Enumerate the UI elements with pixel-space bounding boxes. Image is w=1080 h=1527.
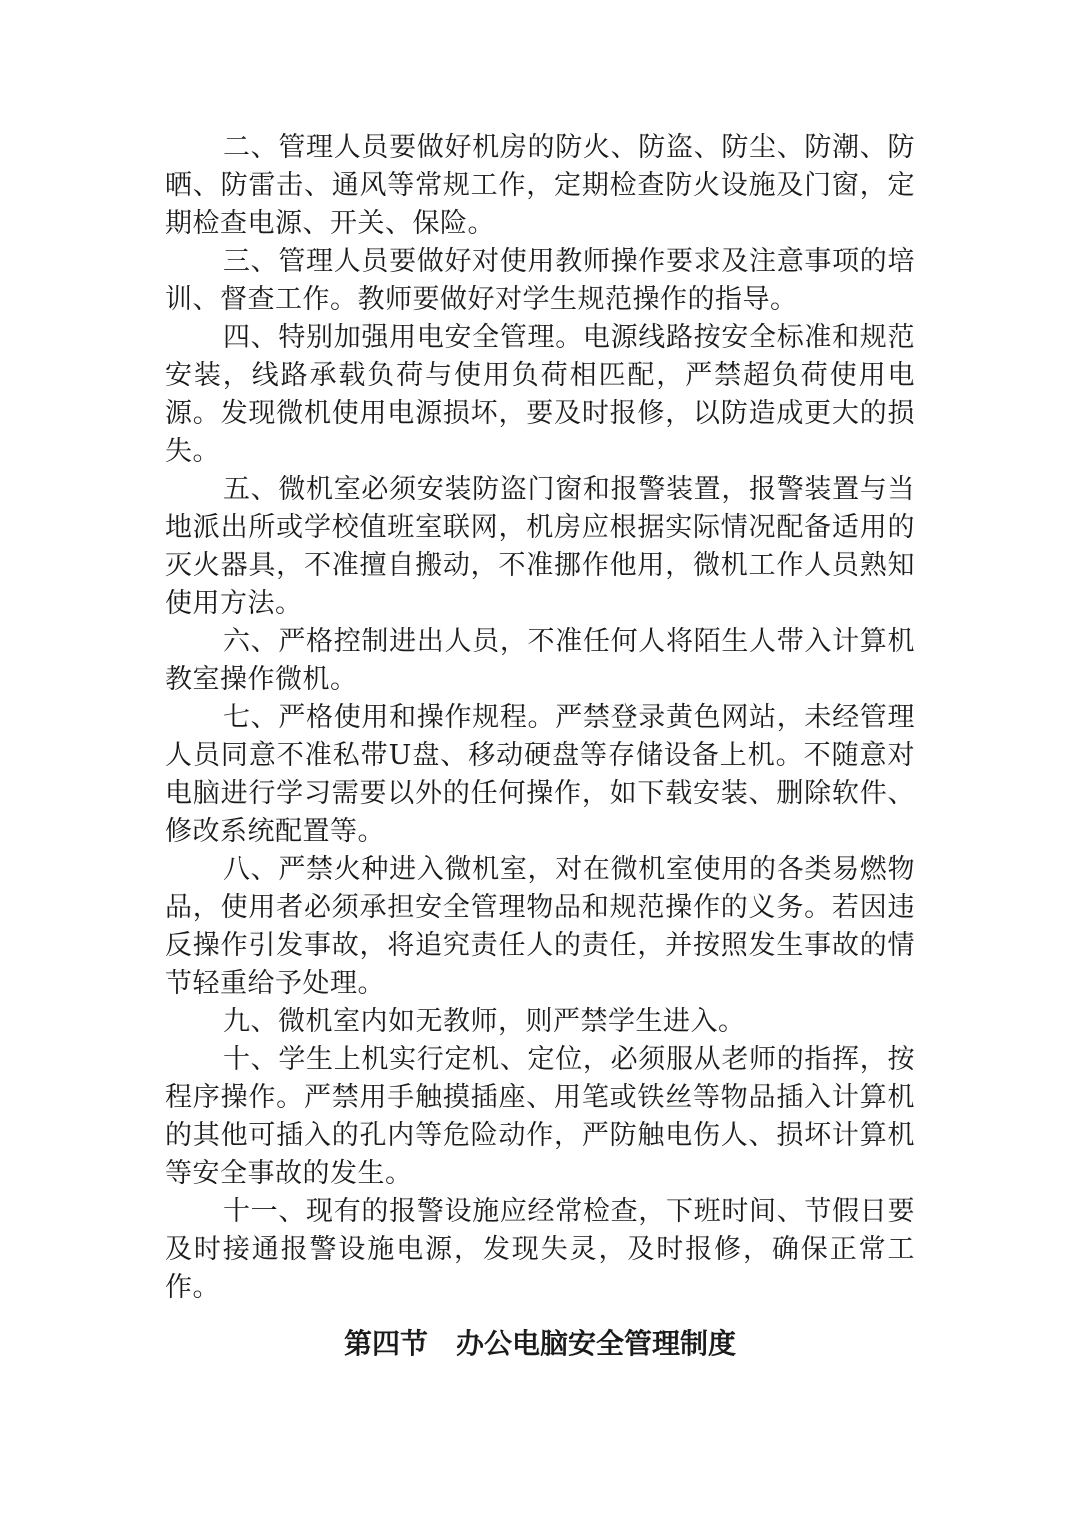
paragraph-11: 十一、现有的报警设施应经常检查，下班时间、节假日要及时接通报警设施电源，发现失灵，及时报修，确保正常工作。: [165, 1196, 915, 1303]
paragraph-8: 八、严禁火种进入微机室，对在微机室使用的各类易燃物品，使用者必须承担安全管理物品和规范操作的义务。若因违反操作引发事故，将追究责任人的责任，并按照发生事故的情节轻重给予处理。: [165, 854, 915, 999]
paragraph-6: 六、严格控制进出人员，不准任何人将陌生人带入计算机教室操作微机。: [165, 626, 915, 695]
section-title: 第四节 办公电脑安全管理制度: [343, 1327, 736, 1360]
paragraph-4: 四、特别加强用电安全管理。电源线路按安全标准和规范安装，线路承载负荷与使用负荷相匹配，严禁超负荷使用电源。发现微机使用电源损坏，要及时报修，以防造成更大的损失。: [165, 322, 915, 467]
paragraph-7: 七、严格使用和操作规程。严禁登录黄色网站，未经管理人员同意不准私带U盘、移动硬盘等存储设备上机。不随意对电脑进行学习需要以外的任何操作，如下载安装、删除软件、修改系统配置等。: [165, 702, 915, 847]
paragraph-5: 五、微机室必须安装防盗门窗和报警装置，报警装置与当地派出所或学校值班室联网，机房应根据实际情况配备适用的灭火器具，不准擅自搬动，不准挪作他用，微机工作人员熟知使用方法。: [165, 474, 915, 619]
paragraph-3: 三、管理人员要做好对使用教师操作要求及注意事项的培训、督查工作。教师要做好对学生规范操作的指导。: [165, 246, 915, 315]
paragraph-2: 二、管理人员要做好机房的防火、防盗、防尘、防潮、防晒、防雷击、通风等常规工作，定期检查防火设施及门窗，定期检查电源、开关、保险。: [165, 132, 915, 239]
paragraph-9: 九、微机室内如无教师，则严禁学生进入。: [223, 1006, 746, 1037]
body-text: [165, 129, 915, 1307]
paragraph-10: 十、学生上机实行定机、定位，必须服从老师的指挥，按程序操作。严禁用手触摸插座、用笔或铁丝等物品插入计算机的其他可插入的孔内等危险动作，严防触电伤人、损坏计算机等安全事故的发生。: [165, 1044, 915, 1189]
